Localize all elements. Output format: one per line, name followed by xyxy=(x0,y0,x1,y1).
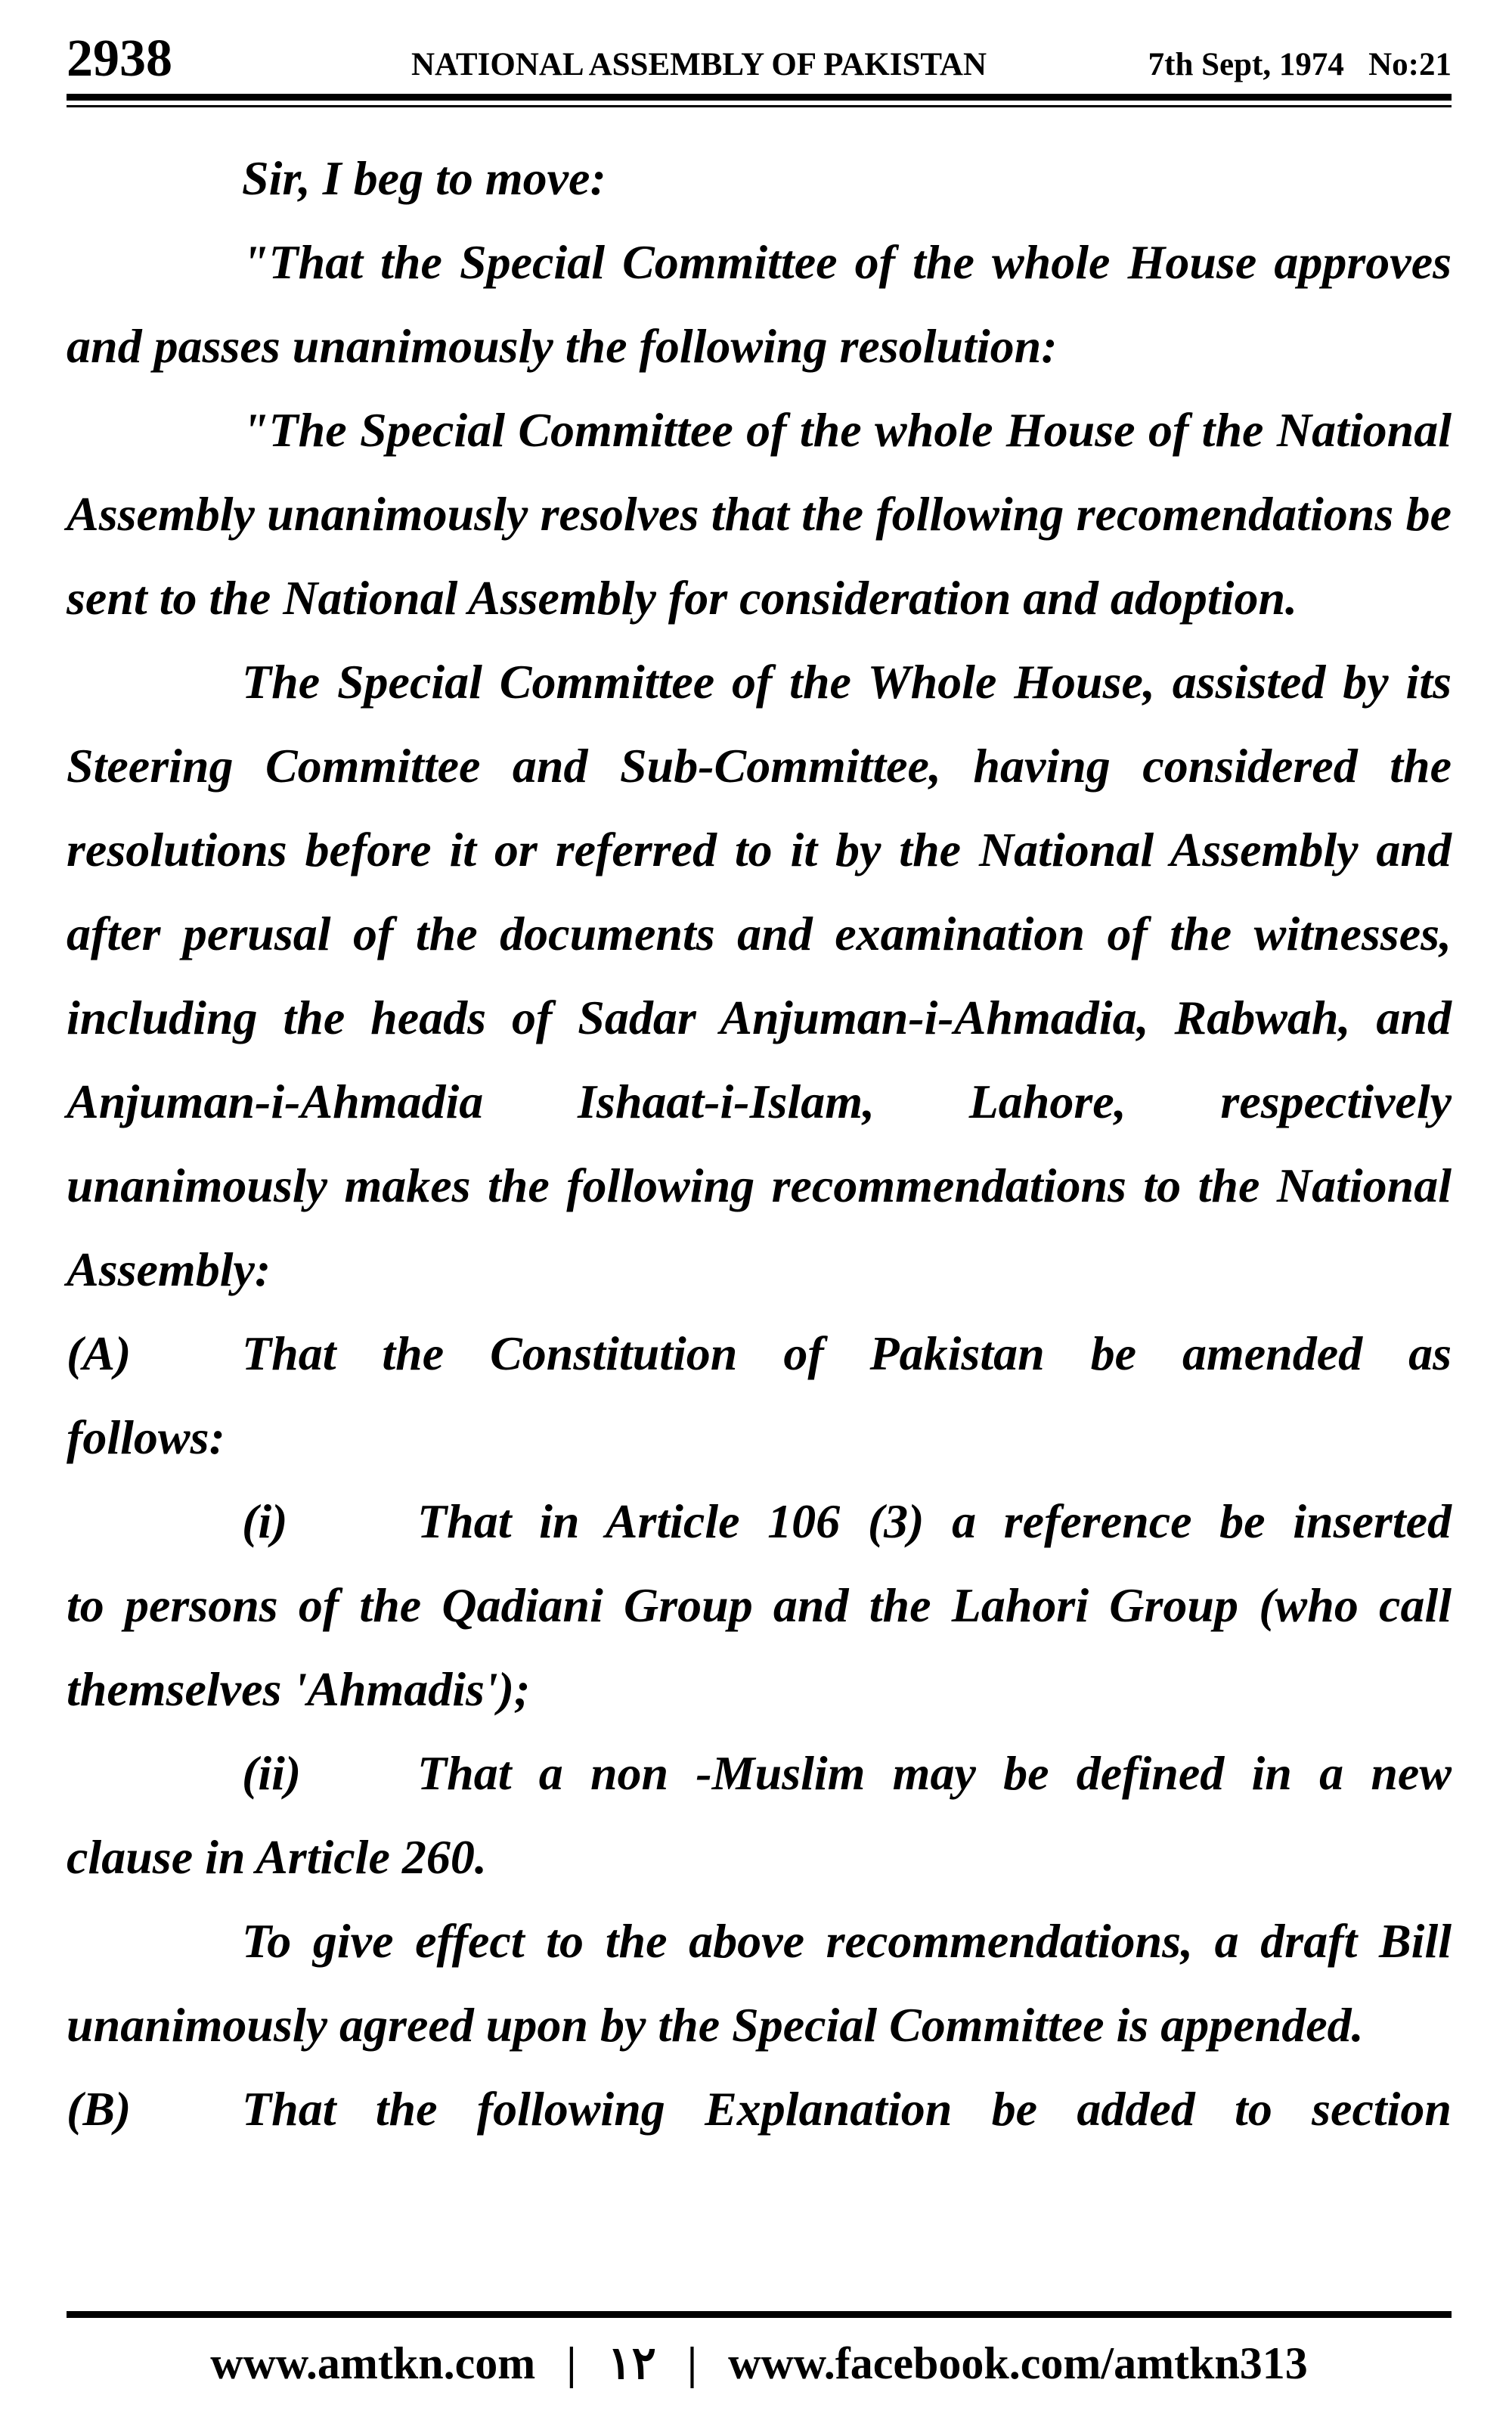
recommendation-a xyxy=(67,1311,1452,1479)
urdu-page-number: ۱۲ xyxy=(607,2338,656,2388)
motion-text: "That the Special Committee of the whole House approves and passes unanimously the following resolution: xyxy=(67,235,1452,373)
sub-item-label: (i) xyxy=(242,1494,288,1548)
item-label: (A) xyxy=(67,1326,132,1380)
sub-item-text-continuation: to persons of the Qadiani Group and the Lahori Group (who call themselves 'Ahmadis'); xyxy=(67,1578,1452,1716)
footer-separator: | xyxy=(566,2338,577,2388)
footer-rule xyxy=(67,2311,1452,2318)
sub-item-text-continuation: clause in Article 260. xyxy=(67,1830,487,1884)
sub-item-text-line: That a non -Muslim may be defined in a new xyxy=(417,1746,1452,1800)
sub-item-ii xyxy=(67,1731,1452,1899)
page-number: 2938 xyxy=(67,29,172,88)
sub-item-label: (ii) xyxy=(242,1746,302,1800)
recommendations-intro: The Special Committee of the Whole House, assisted by its Steering Committee and Sub-Committee, having considered the resolutions before it or referred to it by the National Assembly and after perusal of the documents and examination of the witnesses, including the heads of Sadar Anjuman-i-Ahmadia, Rabwah, and Anjuman-i-Ahmadia Ishaat-i-Islam, Lahore, respectively unanimously makes the following recommendations to the National Assembly: xyxy=(67,655,1452,1296)
item-text-continuation: follows: xyxy=(67,1410,225,1464)
session-date: 7th Sept, 1974 No:21 xyxy=(1148,47,1452,82)
running-title: NATIONAL ASSEMBLY OF PAKISTAN xyxy=(411,47,987,82)
header-rule-thin xyxy=(67,105,1452,107)
footer-separator: | xyxy=(686,2338,698,2388)
page-body xyxy=(67,136,1452,2151)
item-label: (B) xyxy=(67,2082,132,2136)
item-text: That the following Explanation be added to section xyxy=(242,2082,1452,2136)
resolution-text: "The Special Committee of the whole House of the National Assembly unanimously resolves that the following recomendations be sent to the National Assembly for consideration and adoption. xyxy=(67,403,1452,625)
sub-item-i xyxy=(67,1479,1452,1731)
header-rule-thick xyxy=(67,94,1452,101)
page-footer xyxy=(67,2333,1452,2394)
page-header xyxy=(67,27,1452,95)
facebook-link[interactable]: www.facebook.com/amtkn313 xyxy=(728,2338,1308,2388)
draft-bill-note: To give effect to the above recommendations, a draft Bill unanimously agreed upon by the Special Committee is appended. xyxy=(67,1914,1452,2052)
item-text-line: That the Constitution of Pakistan be amended as xyxy=(242,1326,1452,1380)
recommendation-b xyxy=(67,2067,1452,2151)
website-link[interactable]: www.amtkn.com xyxy=(210,2338,536,2388)
sub-item-text-line: That in Article 106 (3) a reference be inserted xyxy=(417,1494,1452,1548)
motion-intro: Sir, I beg to move: xyxy=(242,151,606,205)
